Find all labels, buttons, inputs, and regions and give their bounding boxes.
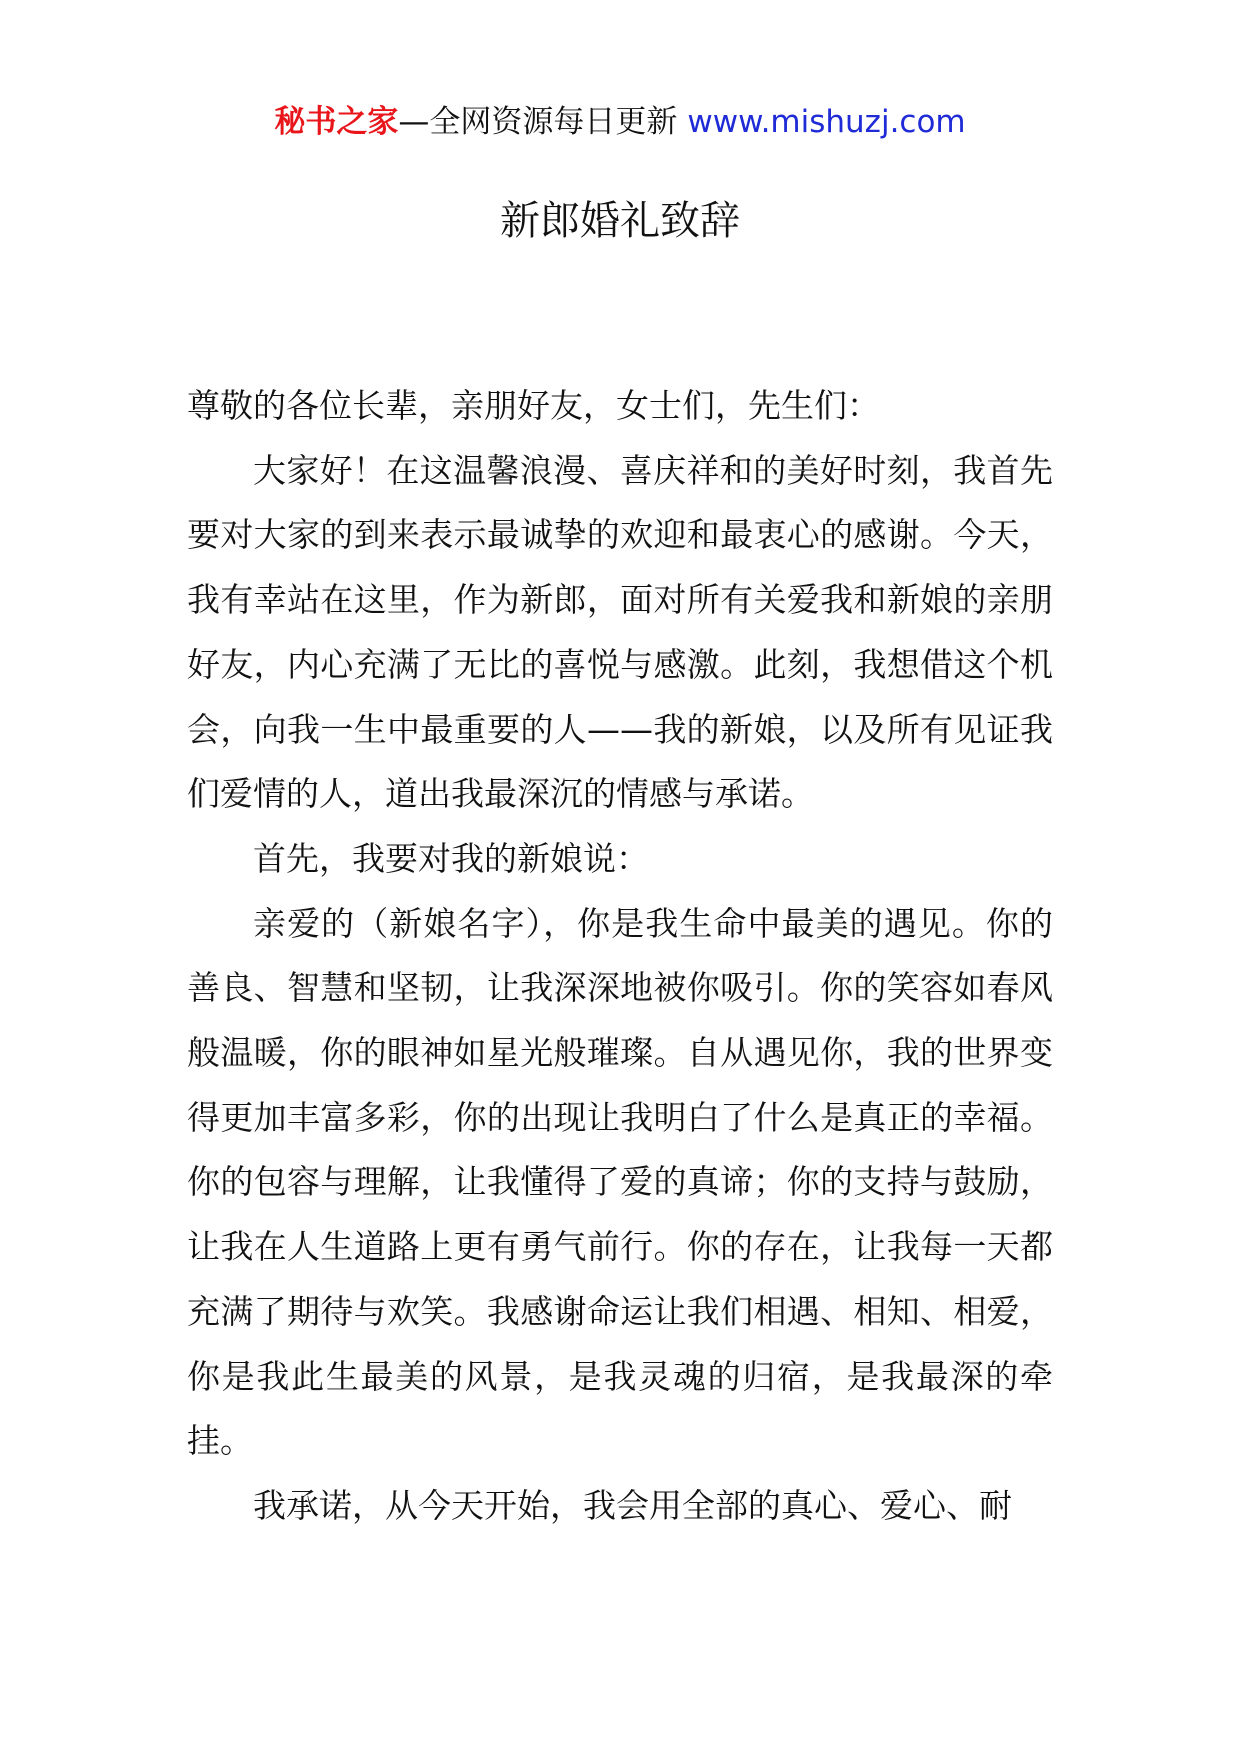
salutation-paragraph: 尊敬的各位长辈，亲朋好友，女士们，先生们： xyxy=(187,386,880,425)
document-title: 新郎婚礼致辞 xyxy=(500,198,740,244)
brand-name: 秘书之家 xyxy=(274,104,399,140)
body-paragraph: 首先，我要对我的新娘说： xyxy=(253,838,649,878)
site-header xyxy=(0,100,1240,144)
body-paragraph: 亲爱的（新娘名字），你是我生命中最美的遇见。你的善良、智慧和坚韧，让我深深地被你吸引。你的笑容如春风般温暖，你的眼神如星光般璀璨。自从遇见你，我的世界变得更加丰富多彩，你的出现让我明白了什么是真正的幸福。你的包容与理解，让我懂得了爱的真谛；你的支持与鼓励，让我在人生道路上更有勇气前行。你的存在，让我每一天都充满了期待与欢笑。我感谢命运让我们相遇、相知、相爱，你是我此生最美的风景，是我灵魂的归宿，是我最深的牵挂。 xyxy=(187,903,1053,1461)
site-tagline: —全网资源每日更新 xyxy=(398,104,678,140)
document-body xyxy=(187,374,1053,1539)
body-paragraph: 大家好！在这温馨浪漫、喜庆祥和的美好时刻，我首先要对大家的到来表示最诚挚的欢迎和最衷心的感谢。今天，我有幸站在这里，作为新郎，面对所有关爱我和新娘的亲朋好友，内心充满了无比的喜悦与感激。此刻，我想借这个机会，向我一生中最重要的人——我的新娘，以及所有见证我们爱情的人，道出我最深沉的情感与承诺。 xyxy=(187,450,1053,814)
body-paragraph: 我承诺，从今天开始，我会用全部的真心、爱心、耐 xyxy=(253,1485,1012,1525)
site-url-link[interactable]: www.mishuzj.com xyxy=(687,104,966,140)
